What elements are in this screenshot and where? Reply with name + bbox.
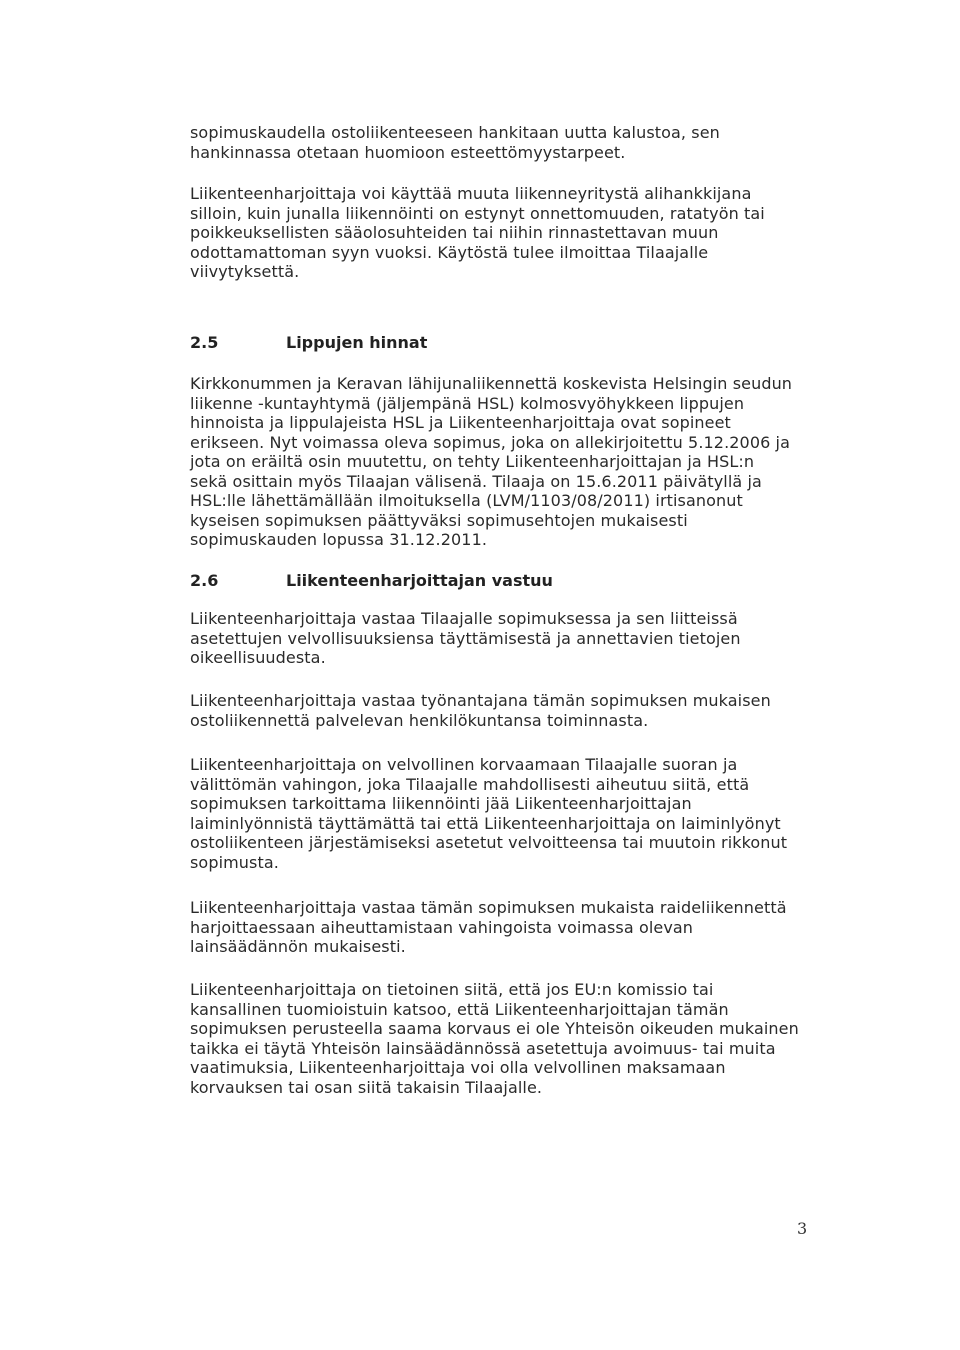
text-line: kyseisen sopimuksen päättyväksi sopimusehtojen mukaisesti — [190, 510, 688, 530]
text-line: vaatimuksia, Liikenteenharjoittaja voi olla velvollinen maksamaan — [190, 1058, 726, 1077]
paragraph-ticket-prices — [190, 374, 830, 550]
paragraph-eu-compensation — [190, 980, 830, 1097]
text-line: sopimuskauden lopussa 31.12.2011. — [190, 530, 488, 549]
text-line: ostoliikennettä palvelevan henkilökuntansa toiminnasta. — [190, 710, 649, 730]
text-line: viivytyksettä. — [190, 262, 300, 281]
text-line: välittömän vahingon, joka Tilaajalle mahdollisesti aiheutuu siitä, että — [190, 774, 750, 794]
section-number: 2.6 — [190, 571, 219, 590]
section-title: Lippujen hinnat — [286, 333, 428, 352]
text-line: Liikenteenharjoittaja on velvollinen korvaamaan Tilaajalle suoran ja — [190, 755, 738, 774]
text-line: jota on eräiltä osin muutettu, on tehty Liikenteenharjoittajan ja HSL:n — [190, 452, 755, 471]
text-line: laiminlyönnistä täyttämättä tai että Liikenteenharjoittaja on laiminlyönyt — [190, 813, 781, 833]
paragraph-liability — [190, 898, 830, 957]
text-line: harjoittaessaan aiheuttamistaan vahingoista voimassa olevan — [190, 917, 694, 937]
text-line: HSL:lle lähettämällään ilmoituksella (LVM/1103/08/2011) irtisanonut — [190, 491, 743, 510]
paragraph-subcontracting — [190, 184, 830, 282]
text-line: hankinnassa otetaan huomioon esteettömyystarpeet. — [190, 142, 626, 162]
text-line: liikenne -kuntayhtymä (jäljempänä HSL) kolmosvyöhykkeen lippujen — [190, 393, 745, 413]
text-line: silloin, kuin junalla liikennöinti on estynyt onnettomuuden, ratatyön tai — [190, 203, 765, 223]
text-line: sekä osittain myös Tilaajan välisenä. Tilaaja on 15.6.2011 päivätyllä ja — [190, 471, 762, 491]
text-line: erikseen. Nyt voimassa oleva sopimus, joka on allekirjoitettu 5.12.2006 ja — [190, 432, 791, 452]
text-line: Liikenteenharjoittaja vastaa työnantajana tämän sopimuksen mukaisen — [190, 691, 771, 710]
paragraph-fleet — [190, 123, 830, 162]
text-line: sopimuksen perusteella saama korvaus ei ole Yhteisön oikeuden mukainen — [190, 1019, 799, 1038]
text-line: hinnoista ja lippulajeista HSL ja Liikenteenharjoittaja ovat sopineet — [190, 413, 731, 432]
paragraph-obligations — [190, 609, 830, 668]
text-line: kansallinen tuomioistuin katsoo, että Liikenteenharjoittajan tämän — [190, 999, 729, 1019]
text-line: Liikenteenharjoittaja vastaa tämän sopimuksen mukaista raideliikennettä — [190, 898, 787, 917]
text-line: ostoliikenteen järjestämiseksi asetetut velvoitteensa tai muutoin rikkonut — [190, 833, 788, 852]
text-line: poikkeuksellisten sääolosuhteiden tai niihin rinnastettavan muun — [190, 223, 719, 242]
text-line: odottamattoman syyn vuoksi. Käytöstä tulee ilmoittaa Tilaajalle — [190, 242, 709, 262]
section-heading-2-6 — [190, 571, 553, 590]
paragraph-damages — [190, 755, 830, 872]
text-line: Liikenteenharjoittaja vastaa Tilaajalle sopimuksessa ja sen liitteissä — [190, 609, 738, 628]
section-number: 2.5 — [190, 333, 219, 352]
section-heading-2-5 — [190, 333, 427, 352]
text-line: taikka ei täytä Yhteisön lainsäädännössä asetettuja avoimuus- tai muita — [190, 1038, 776, 1058]
text-line: sopimusta. — [190, 852, 279, 872]
text-line: lainsäädännön mukaisesti. — [190, 937, 406, 956]
text-line: sopimuksen tarkoittama liikennöinti jää Liikenteenharjoittajan — [190, 794, 692, 813]
text-line: asetettujen velvollisuuksiensa täyttämisestä ja annettavien tietojen — [190, 628, 741, 648]
paragraph-employer — [190, 691, 830, 730]
text-line: oikeellisuudesta. — [190, 648, 326, 667]
text-line: korvauksen tai osan siitä takaisin Tilaajalle. — [190, 1077, 543, 1097]
text-line: sopimuskaudella ostoliikenteeseen hankitaan uutta kalustoa, sen — [190, 123, 720, 142]
section-title: Liikenteenharjoittajan vastuu — [286, 571, 553, 590]
text-line: Liikenteenharjoittaja voi käyttää muuta liikenneyritystä alihankkijana — [190, 184, 752, 203]
text-line: Liikenteenharjoittaja on tietoinen siitä, että jos EU:n komissio tai — [190, 980, 714, 999]
page-number: 3 — [797, 1219, 808, 1238]
text-line: Kirkkonummen ja Keravan lähijunaliikennettä koskevista Helsingin seudun — [190, 374, 793, 393]
